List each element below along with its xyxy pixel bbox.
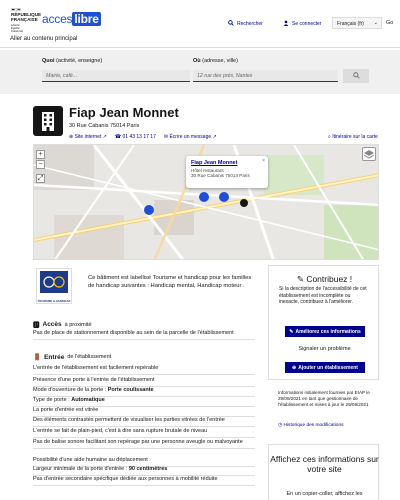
popup-address: 30 Rue Cabanis 75014 Paris [191, 173, 250, 178]
add-button-label: Ajouter un établissement [298, 364, 358, 371]
entrance-row [33, 397, 255, 407]
user-icon [283, 20, 289, 28]
map-popup [186, 156, 268, 188]
site-header [0, 0, 400, 44]
search-link[interactable] [228, 20, 263, 28]
republic-label: RÉPUBLIQUE FRANÇAISE [11, 12, 42, 22]
what-label [42, 58, 102, 64]
where-label-text: Où [193, 58, 201, 64]
entrance-section-title [33, 353, 111, 361]
email-link[interactable]: ✉ Écrire un message ↗ [163, 134, 217, 140]
entrance-row [33, 387, 255, 397]
what-input[interactable]: Mairie, café... [42, 70, 190, 82]
motto-label: Liberté Égalité Fraternité [11, 23, 23, 34]
entrance-row-text: Type de porte : [33, 397, 72, 403]
popup-name[interactable]: Fiap Jean Monnet [191, 160, 238, 166]
entrance-row [33, 365, 255, 375]
embed-title: Affichez ces informations sur votre site [270, 454, 379, 474]
add-establishment-button[interactable] [285, 362, 365, 373]
where-hint: (adresse, ville) [202, 58, 238, 64]
parking-icon: 🅿 [33, 322, 40, 329]
itinerary-link-label: Itinéraire sur la carte [332, 134, 378, 140]
entrance-row [33, 428, 255, 438]
skip-link[interactable]: Aller au contenu principal [10, 36, 78, 42]
entrance-row [33, 417, 255, 427]
where-label [193, 58, 238, 64]
website-link[interactable]: ⊕ Site internet ↗ [69, 134, 107, 140]
building-icon [33, 106, 63, 136]
where-input[interactable]: 12 rue des prés, Nantes [193, 70, 338, 82]
entrance-row [33, 439, 255, 449]
plus-icon: ⊕ [292, 364, 297, 371]
zoom-out-button[interactable]: − [36, 160, 45, 169]
mail-icon: ✉ [163, 134, 170, 140]
what-label-text: Quoi [42, 58, 55, 64]
website-link-label: Site internet [74, 134, 102, 140]
entrance-row [33, 466, 255, 476]
history-icon: ◷ [278, 423, 284, 428]
zoom-in-button[interactable]: + [36, 150, 45, 159]
access-section-title [33, 320, 92, 329]
entrance-row-text: Présence d'une porte à l'entrée de l'établissement [33, 377, 155, 383]
search-icon [353, 72, 360, 81]
entrance-row-text: Largeur minimale de la porte d'entrée : [33, 466, 129, 472]
contribute-title [269, 274, 380, 285]
contribute-text: Si la description de l'accessibilité de cet établissement est incomplète ou inexacte, contribuez à l'améliorer. [279, 286, 367, 305]
language-select[interactable] [332, 17, 382, 29]
search-band [0, 50, 400, 94]
tourisme-handicap-logo [36, 268, 72, 304]
entrance-row-text: Pas de balise sonore facilitant son repérage par une personne aveugle ou malvoyante [33, 439, 243, 445]
header-divider [0, 47, 400, 48]
entrance-row-text: Pas d'entrée secondaire spécifique dédiée aux personnes à mobilité réduite [33, 476, 218, 482]
report-link[interactable]: Signaler un problème [298, 346, 351, 352]
language-go-button[interactable]: Go [386, 20, 394, 26]
contribute-title-text: Contribuez ! [306, 274, 353, 284]
flag-icon [11, 8, 21, 11]
entrance-row [33, 476, 255, 486]
place-title: Fiap Jean Monnet [69, 105, 179, 120]
phone-link[interactable] [115, 134, 156, 140]
login-link[interactable] [283, 20, 321, 28]
entrance-row-value: Automatique [71, 397, 105, 403]
history-link-label: Historique des modifications [283, 423, 344, 428]
itinerary-link[interactable] [328, 134, 378, 140]
magnifier-icon: ⌕ [328, 134, 333, 140]
contribute-card [268, 265, 379, 380]
embed-card [268, 444, 379, 500]
entrance-row-text: La porte d'entrée est vitrée [33, 407, 99, 413]
door-icon: 🚪 [33, 354, 42, 361]
popup-type: Hôtel restaurant [191, 168, 224, 173]
history-link[interactable] [278, 423, 344, 428]
improve-button-label: Améliorez ces informations [295, 328, 361, 335]
search-submit-button[interactable] [343, 69, 369, 83]
entrance-row-text: Mode d'ouverture de la porte : [33, 387, 108, 393]
entrance-row-text: L'entrée de l'établissement est facilement repérable [33, 365, 159, 371]
map-fullscreen-icon[interactable]: ⤢ [37, 175, 44, 182]
provenance-info: Informations initialement fournies par EIAP le 29/09/2021 en tant que gestionnaire de l'établissement et mises à jour le 29/09/2021 [278, 390, 370, 407]
entrance-title: Entrée [44, 353, 65, 361]
access-title: Accès [42, 321, 62, 328]
brand-prefix: acces [42, 12, 73, 26]
chevron-down-icon: ⌄ [373, 20, 378, 26]
language-value: Français (fr) [337, 21, 364, 27]
phone-number: 01 43 13 17 17 [122, 134, 156, 140]
phone-icon: ☎ [114, 134, 123, 140]
pencil-icon: ✎ [296, 274, 307, 284]
entrance-row-value: 90 centimètres [128, 466, 168, 472]
search-icon [228, 20, 234, 28]
search-link-label: Rechercher [237, 21, 263, 27]
layers-icon[interactable] [362, 147, 376, 161]
login-link-label: Se connecter [292, 21, 322, 27]
entrance-row-text: L'entrée se fait de plain-pied, c'est à dire sans rupture brutale de niveau [33, 428, 208, 434]
entrance-row [33, 377, 255, 387]
marianne-logo[interactable] [11, 8, 42, 34]
entrance-row-text: Possibilité d'une aide humaine au déplacement [33, 457, 148, 463]
popup-close-button[interactable]: × [262, 158, 265, 164]
pencil-icon: ✎ [289, 328, 294, 335]
embed-text: En un copier-coller, affichez les [286, 491, 363, 497]
entrance-row-text: Des éléments contrastés permettent de visualiser les parties vitrées de l'entrée [33, 417, 225, 423]
logo-caption: TOURISME & HANDICAP [37, 299, 71, 303]
place-address: 30 Rue Cabanis 75014 Paris [69, 123, 140, 129]
brand-box: libre [74, 12, 99, 26]
entrance-row [33, 407, 255, 417]
entrance-sub: de l'établissement [67, 354, 112, 360]
improve-button[interactable] [285, 326, 365, 337]
place-links [69, 134, 217, 140]
what-hint: (activité, enseigne) [56, 58, 103, 64]
globe-icon: ⊕ [69, 134, 75, 140]
access-row: Pas de place de stationnement disponible au sein de la parcelle de l'établissement [33, 330, 255, 340]
brand-logo[interactable] [42, 12, 101, 26]
entrance-row-value: Porte coulissante [107, 387, 154, 393]
email-link-label: Écrire un message [169, 134, 212, 140]
label-description: Ce bâtiment est labellisé Tourisme et handicap pour les familles de handicap suivantes : Handicap mental, Handicap moteur . [88, 275, 252, 289]
access-sub: à proximité [64, 321, 92, 328]
